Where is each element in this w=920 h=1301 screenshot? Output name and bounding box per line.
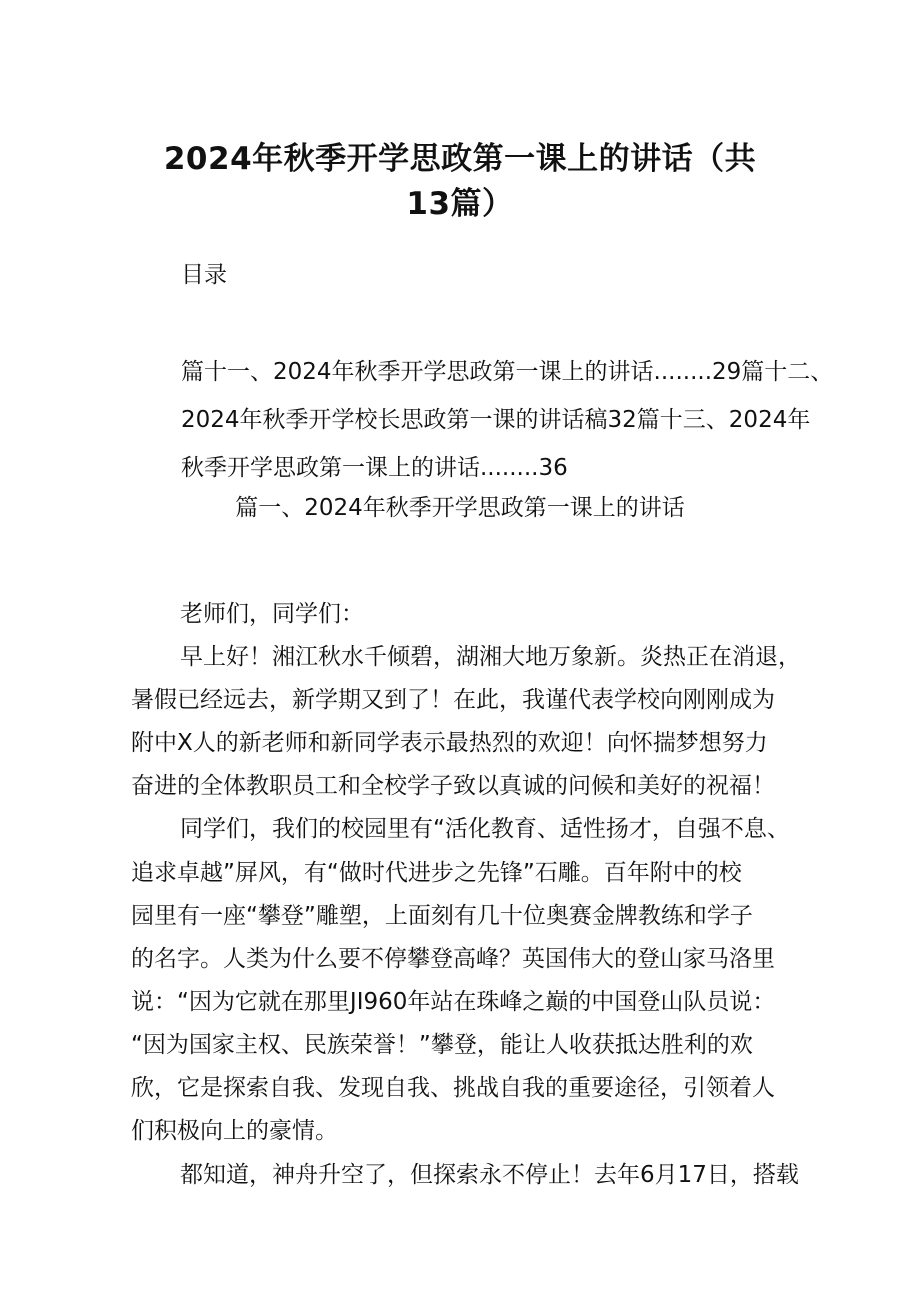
- body-line: 奋进的全体教职员工和全校学子致以真诚的问候和美好的祝福！: [131, 773, 775, 799]
- document-title-line-2: 13篇）: [406, 186, 514, 222]
- toc-line: 篇十一、2024年秋季开学思政第一课上的讲话........29篇十二、: [181, 359, 834, 385]
- body-line: 园里有一座“攀登”雕塑，上面刻有几十位奥赛金牌教练和学子: [131, 903, 753, 929]
- body-line: 早上好！湘江秋水千倾碧，湖湘大地万象新。炎热正在消退，: [180, 644, 801, 670]
- toc-line: 秋季开学思政第一课上的讲话........36: [181, 455, 568, 481]
- document-title-line-1: 2024年秋季开学思政第一课上的讲话（共: [163, 141, 757, 177]
- toc-line: 2024年秋季开学校长思政第一课的讲话稿32篇十三、2024年: [181, 407, 811, 433]
- body-line: “因为国家主权、民族荣誉！”攀登，能让人收获抵达胜利的欢: [131, 1032, 753, 1058]
- body-line: 欣，它是探索自我、发现自我、挑战自我的重要途径，引领着人: [131, 1075, 775, 1101]
- body-line: 附中X人的新老师和新同学表示最热烈的欢迎！向怀揣梦想努力: [131, 730, 768, 756]
- body-line: 说：“因为它就在那里JI960年站在珠峰之巅的中国登山队员说：: [131, 989, 776, 1015]
- body-line: 都知道，神舟升空了，但探索永不停止！去年6月17日，搭载: [180, 1162, 799, 1188]
- toc-label: 目录: [181, 262, 227, 288]
- body-line: 们积极向上的豪情。: [131, 1118, 338, 1144]
- salutation-line: 老师们，同学们：: [180, 601, 364, 627]
- section-title: 篇一、2024年秋季开学思政第一课上的讲话: [235, 495, 685, 521]
- body-line: 同学们，我们的校园里有“活化教育、适性扬才，自强不息、: [180, 816, 790, 842]
- body-line: 追求卓越”屏风，有“做时代进步之先锋”石雕。百年附中的校: [131, 860, 742, 886]
- body-line: 的名字。人类为什么要不停攀登高峰？英国伟大的登山家马洛里: [131, 946, 775, 972]
- body-line: 暑假已经远去，新学期又到了！在此，我谨代表学校向刚刚成为: [131, 687, 775, 713]
